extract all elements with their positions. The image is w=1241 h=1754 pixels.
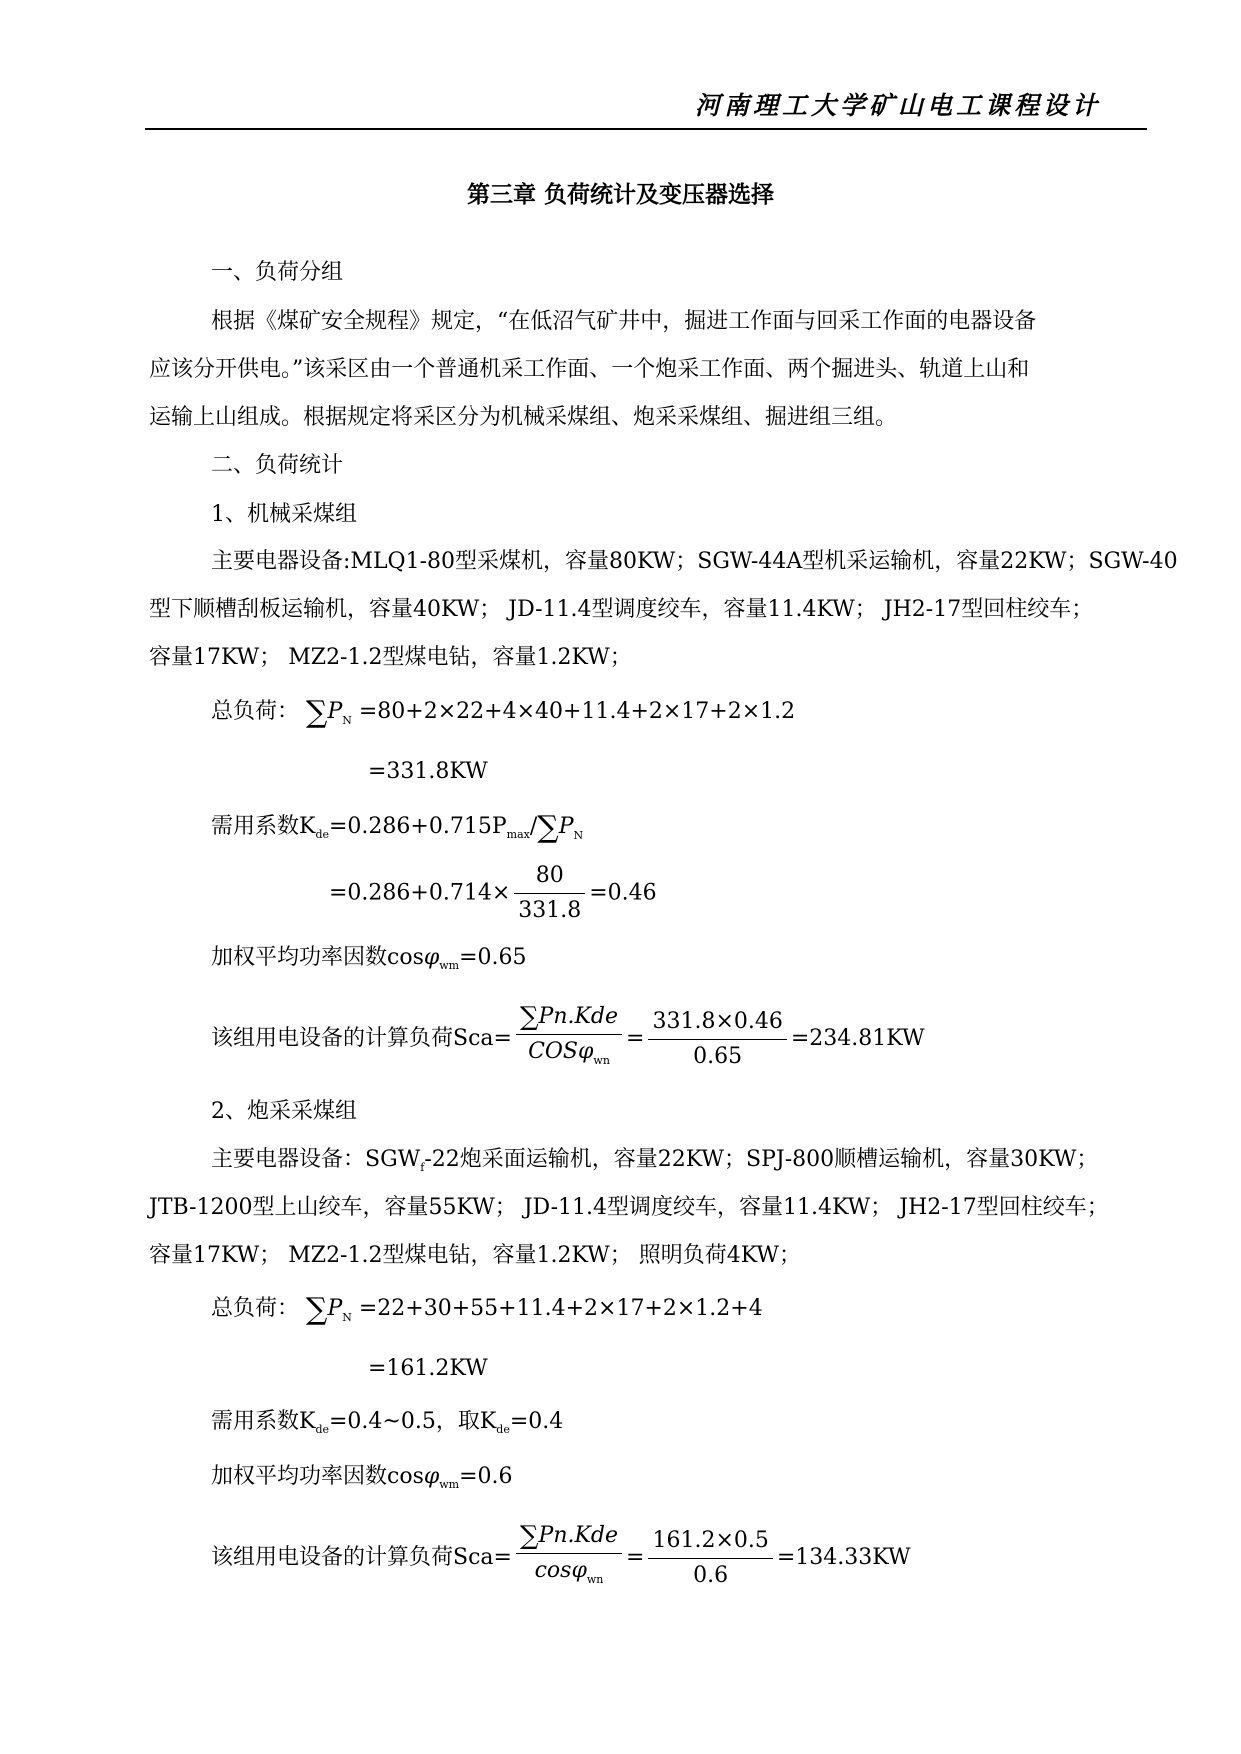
- equipment-line: 型下顺槽刮板运输机，容量40KW； JD-11.4型调度绞车，容量11.4KW； JH2-17型回柱绞车；: [149, 597, 1094, 622]
- total-load-formula: 总负荷： $\sum P_N =22+30+55+11.4+2\times 17+2\times 1.2+4$: [211, 1292, 763, 1327]
- demand-factor-label: 需用系数K: [211, 814, 316, 839]
- demand-factor-line: 需用系数$K_{de}=0.4\sim 0.5$，取$K_{de}=0.4$: [211, 1409, 564, 1436]
- sum-symbol: ∑: [306, 1292, 328, 1327]
- section-heading-load-statistics: 二、负荷统计: [211, 453, 344, 478]
- power-factor-line: 加权平均功率因数cosφ$_{wm}$=0.6: [211, 1464, 513, 1491]
- equipment-line: 容量17KW； MZ2-1.2型煤电钻，容量1.2KW； 照明负荷4KW；: [149, 1243, 801, 1268]
- equipment-line: 主要电器设备:MLQ1-80型采煤机，容量80KW；SGW-44A型机采运输机，容量22KW；SGW-40: [211, 549, 1178, 574]
- sum-symbol: ∑: [537, 810, 559, 845]
- fraction: $\frac{80}{331.8}$: [514, 862, 585, 925]
- group-heading: 2、炮采采煤组: [211, 1099, 357, 1124]
- fraction: $\frac{161.2\times 0.5}{0.6}$: [648, 1527, 772, 1590]
- power-subscript: N: [342, 714, 352, 727]
- group-heading: 1、机械采煤组: [211, 502, 357, 527]
- paragraph-line: 根据《煤矿安全规程》规定，“在低沼气矿井中，掘进工作面与回采工作面的电器设备: [211, 309, 1037, 334]
- calculated-load-formula: 该组用电设备的计算负荷Sca= $\frac{\text{∑Pn.Kde}}{COS\varphi_{wn}}$ = $\frac{331.8\times 0.46}{0.65}$ =234.81KW: [211, 1003, 925, 1075]
- fraction: $\frac{\text{∑Pn.Kde}}{\cos\varphi_{wn}}$: [516, 1522, 622, 1594]
- sum-symbol: ∑: [306, 695, 328, 730]
- total-load-label: 总负荷：: [211, 699, 300, 724]
- power-variable: P: [327, 699, 343, 724]
- fraction: $\frac{\text{∑Pn.Kde}}{COS\varphi_{wn}}$: [516, 1003, 622, 1075]
- demand-factor-formula: 需用系数$K_{de}=0.286+0.715P_{max}/\sum P_N$: [211, 810, 584, 845]
- paragraph-line: 运输上山组成。根据规定将采区分为机械采煤组、炮采采煤组、掘进组三组。: [149, 405, 898, 430]
- equipment-line: 主要电器设备：$SGW_f-22$炮采面运输机，容量22KW；SPJ-800顺槽运输机，容量30KW；: [211, 1147, 1099, 1174]
- section-heading-load-grouping: 一、负荷分组: [211, 260, 344, 285]
- paragraph-line: 应该分开供电。”该采区由一个普通机采工作面、一个炮采工作面、两个掘进头、轨道上山和: [149, 357, 1030, 382]
- power-factor-line: 加权平均功率因数cosφ$_{wm}$=0.65: [211, 945, 527, 972]
- header-title: 河南理工大学矿山电工课程设计: [694, 91, 1101, 120]
- total-load-result: =161.2KW: [368, 1356, 488, 1381]
- header-rule: [145, 128, 1147, 130]
- total-load-expression: =80+2×22+4×40+11.4+2×17+2×1.2: [358, 699, 796, 724]
- equipment-line: 容量17KW； MZ2-1.2型煤电钻，容量1.2KW；: [149, 645, 632, 670]
- total-load-result: =331.8KW: [368, 759, 488, 784]
- calculated-load-formula: 该组用电设备的计算负荷Sca= $\frac{\text{∑Pn.Kde}}{\cos\varphi_{wn}}$ = $\frac{161.2\times 0.5}{0.6}$ =134.33KW: [211, 1522, 911, 1594]
- total-load-formula: [211, 697, 795, 736]
- chapter-title: 第三章 负荷统计及变压器选择: [466, 182, 774, 208]
- fraction: $\frac{331.8\times 0.46}{0.65}$: [648, 1008, 786, 1071]
- equipment-line: JTB-1200型上山绞车，容量55KW； JD-11.4型调度绞车，容量11.4KW； JH2-17型回柱绞车；: [149, 1195, 1109, 1220]
- demand-factor-calculation: =0.286+0.714× $\frac{80}{331.8}$ =0.46: [329, 863, 657, 923]
